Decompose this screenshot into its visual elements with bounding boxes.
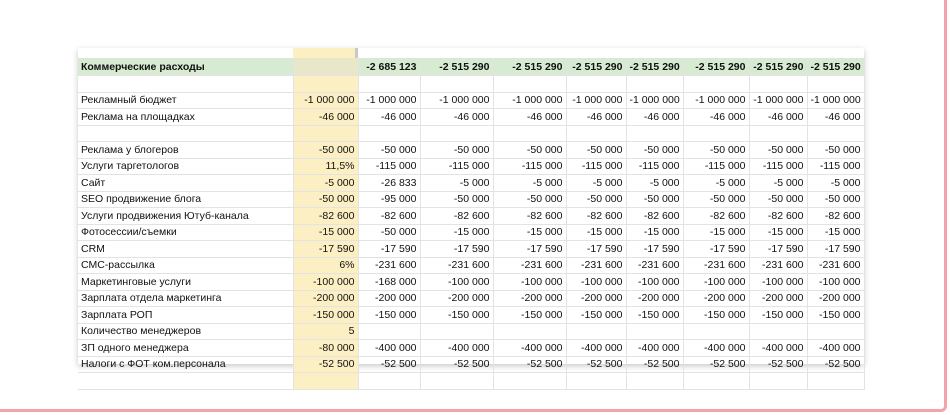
value-cell[interactable]: -15 000 — [683, 224, 749, 241]
input-cell[interactable]: -82 600 — [293, 208, 358, 225]
value-cell[interactable]: -1 000 000 — [749, 92, 807, 109]
table-row — [78, 323, 864, 340]
row-label-cell[interactable]: ЗП одного менеджера — [78, 340, 293, 357]
value-cell[interactable] — [807, 125, 864, 142]
value-cell[interactable]: -2 515 290 — [807, 58, 864, 76]
value-cell[interactable] — [358, 76, 420, 93]
table-row — [78, 109, 864, 126]
value-cell[interactable] — [807, 76, 864, 93]
table-row — [78, 356, 864, 373]
value-cell[interactable]: -46 000 — [358, 109, 420, 126]
value-cell[interactable]: -115 000 — [493, 158, 566, 175]
value-cell[interactable] — [358, 323, 420, 340]
value-cell[interactable]: -17 590 — [626, 241, 683, 258]
value-cell[interactable]: -200 000 — [749, 290, 807, 307]
value-cell[interactable]: -46 000 — [493, 109, 566, 126]
value-cell[interactable]: -50 000 — [749, 142, 807, 159]
section-title-cell[interactable]: Коммерческие расходы — [78, 58, 293, 76]
row-label-cell[interactable]: CRM — [78, 241, 293, 258]
value-cell[interactable]: -82 600 — [683, 208, 749, 225]
value-cell[interactable]: -46 000 — [807, 109, 864, 126]
value-cell[interactable]: -100 000 — [493, 274, 566, 291]
value-cell[interactable]: -82 600 — [493, 208, 566, 225]
value-cell[interactable]: -115 000 — [358, 158, 420, 175]
value-cell[interactable] — [420, 76, 493, 93]
input-cell[interactable]: -15 000 — [293, 224, 358, 241]
value-cell[interactable]: -46 000 — [566, 109, 626, 126]
value-cell[interactable]: -15 000 — [566, 224, 626, 241]
value-cell[interactable]: -100 000 — [807, 274, 864, 291]
expenses-table — [78, 58, 865, 390]
value-cell[interactable]: -400 000 — [683, 340, 749, 357]
value-cell[interactable] — [566, 125, 626, 142]
value-cell[interactable]: -2 515 290 — [493, 58, 566, 76]
row-label-cell[interactable]: СМС-рассылка — [78, 257, 293, 274]
value-cell[interactable]: -82 600 — [749, 208, 807, 225]
input-cell[interactable]: -50 000 — [293, 191, 358, 208]
value-cell[interactable]: -52 500 — [493, 356, 566, 373]
value-cell[interactable] — [626, 323, 683, 340]
value-cell[interactable]: -2 685 123 — [358, 58, 420, 76]
value-cell[interactable]: -231 600 — [358, 257, 420, 274]
table-row — [78, 340, 864, 357]
value-cell[interactable]: -150 000 — [626, 307, 683, 324]
value-cell[interactable]: -82 600 — [566, 208, 626, 225]
value-cell[interactable]: -82 600 — [420, 208, 493, 225]
value-cell[interactable]: -200 000 — [683, 290, 749, 307]
value-cell[interactable]: -50 000 — [566, 142, 626, 159]
value-cell[interactable] — [683, 323, 749, 340]
value-cell[interactable]: -231 600 — [683, 257, 749, 274]
value-cell[interactable]: -115 000 — [626, 158, 683, 175]
row-label-cell[interactable] — [78, 76, 293, 93]
value-cell[interactable]: -168 000 — [358, 274, 420, 291]
value-cell[interactable]: -200 000 — [420, 290, 493, 307]
value-cell[interactable] — [420, 323, 493, 340]
value-cell[interactable]: -82 600 — [358, 208, 420, 225]
value-cell[interactable]: -2 515 290 — [566, 58, 626, 76]
value-cell[interactable] — [420, 125, 493, 142]
value-cell[interactable] — [749, 323, 807, 340]
value-cell[interactable]: -231 600 — [807, 257, 864, 274]
value-cell[interactable]: -50 000 — [493, 142, 566, 159]
value-cell[interactable]: -46 000 — [749, 109, 807, 126]
value-cell[interactable]: -115 000 — [807, 158, 864, 175]
value-cell[interactable]: -5 000 — [683, 175, 749, 192]
value-cell[interactable]: -5 000 — [626, 175, 683, 192]
value-cell[interactable]: -100 000 — [420, 274, 493, 291]
value-cell[interactable]: -50 000 — [807, 142, 864, 159]
value-cell[interactable]: -46 000 — [683, 109, 749, 126]
value-cell[interactable]: -400 000 — [566, 340, 626, 357]
value-cell[interactable]: -1 000 000 — [493, 92, 566, 109]
value-cell[interactable] — [566, 76, 626, 93]
value-cell[interactable]: -15 000 — [807, 224, 864, 241]
value-cell[interactable]: -52 500 — [358, 356, 420, 373]
value-cell[interactable]: -5 000 — [493, 175, 566, 192]
row-label-cell[interactable]: Реклама на площадках — [78, 109, 293, 126]
table-row — [78, 125, 864, 142]
value-cell[interactable]: -50 000 — [420, 191, 493, 208]
value-cell[interactable]: -115 000 — [749, 158, 807, 175]
input-cell[interactable] — [293, 58, 358, 76]
value-cell[interactable]: -17 590 — [683, 241, 749, 258]
value-cell[interactable]: -150 000 — [358, 307, 420, 324]
value-cell[interactable]: -50 000 — [358, 224, 420, 241]
value-cell[interactable]: -52 500 — [626, 356, 683, 373]
value-cell[interactable]: -5 000 — [749, 175, 807, 192]
value-cell[interactable]: -15 000 — [626, 224, 683, 241]
value-cell[interactable]: -15 000 — [749, 224, 807, 241]
value-cell[interactable]: -231 600 — [749, 257, 807, 274]
input-cell[interactable] — [293, 373, 358, 390]
value-cell[interactable]: -150 000 — [493, 307, 566, 324]
row-label-cell[interactable]: Сайт — [78, 175, 293, 192]
input-cell[interactable]: -100 000 — [293, 274, 358, 291]
input-cell[interactable]: -5 000 — [293, 175, 358, 192]
value-cell[interactable] — [566, 373, 626, 390]
value-cell[interactable]: -50 000 — [358, 142, 420, 159]
value-cell[interactable]: -52 500 — [807, 356, 864, 373]
table-row — [78, 290, 864, 307]
input-cell[interactable]: 6% — [293, 257, 358, 274]
table-row — [78, 191, 864, 208]
table-row — [78, 257, 864, 274]
value-cell[interactable]: -50 000 — [683, 191, 749, 208]
value-cell[interactable]: -2 515 290 — [626, 58, 683, 76]
row-label-cell[interactable]: Реклама у блогеров — [78, 142, 293, 159]
value-cell[interactable]: -115 000 — [566, 158, 626, 175]
value-cell[interactable]: -50 000 — [626, 142, 683, 159]
value-cell[interactable]: -231 600 — [493, 257, 566, 274]
value-cell[interactable]: -50 000 — [493, 191, 566, 208]
value-cell[interactable]: -5 000 — [566, 175, 626, 192]
row-label-cell[interactable]: Зарплата отдела маркетинга — [78, 290, 293, 307]
value-cell[interactable]: -5 000 — [807, 175, 864, 192]
value-cell[interactable]: -82 600 — [626, 208, 683, 225]
row-label-cell[interactable]: Зарплата РОП — [78, 307, 293, 324]
value-cell[interactable]: -150 000 — [420, 307, 493, 324]
value-cell[interactable]: -50 000 — [626, 191, 683, 208]
value-cell[interactable] — [493, 373, 566, 390]
value-cell[interactable]: -50 000 — [749, 191, 807, 208]
value-cell[interactable]: -52 500 — [683, 356, 749, 373]
value-cell[interactable]: -17 590 — [420, 241, 493, 258]
input-cell[interactable]: -150 000 — [293, 307, 358, 324]
value-cell[interactable]: -50 000 — [683, 142, 749, 159]
value-cell[interactable]: -15 000 — [493, 224, 566, 241]
value-cell[interactable] — [683, 373, 749, 390]
spreadsheet-card — [78, 48, 864, 371]
value-cell[interactable]: -17 590 — [566, 241, 626, 258]
value-cell[interactable]: -2 515 290 — [420, 58, 493, 76]
table-row — [78, 158, 864, 175]
value-cell[interactable]: -100 000 — [626, 274, 683, 291]
table-row — [78, 175, 864, 192]
input-cell[interactable]: -80 000 — [293, 340, 358, 357]
input-cell[interactable] — [293, 125, 358, 142]
row-label-cell[interactable]: Маркетинговые услуги — [78, 274, 293, 291]
value-cell[interactable] — [420, 373, 493, 390]
row-label-cell[interactable] — [78, 125, 293, 142]
table-row — [78, 241, 864, 258]
value-cell[interactable]: -1 000 000 — [420, 92, 493, 109]
value-cell[interactable]: -100 000 — [749, 274, 807, 291]
value-cell[interactable]: -52 500 — [566, 356, 626, 373]
value-cell[interactable] — [749, 373, 807, 390]
value-cell[interactable]: -200 000 — [493, 290, 566, 307]
value-cell[interactable] — [807, 323, 864, 340]
value-cell[interactable]: -400 000 — [358, 340, 420, 357]
table-row — [78, 224, 864, 241]
value-cell[interactable]: -150 000 — [683, 307, 749, 324]
input-cell[interactable]: -1 000 000 — [293, 92, 358, 109]
value-cell[interactable]: -26 833 — [358, 175, 420, 192]
value-cell[interactable]: -150 000 — [749, 307, 807, 324]
value-cell[interactable]: -17 590 — [807, 241, 864, 258]
value-cell[interactable] — [626, 76, 683, 93]
table-row — [78, 208, 864, 225]
value-cell[interactable]: -15 000 — [420, 224, 493, 241]
value-cell[interactable]: -200 000 — [566, 290, 626, 307]
value-cell[interactable]: -400 000 — [749, 340, 807, 357]
table-row — [78, 274, 864, 291]
value-cell[interactable]: -200 000 — [358, 290, 420, 307]
value-cell[interactable]: -115 000 — [683, 158, 749, 175]
value-cell[interactable]: -46 000 — [626, 109, 683, 126]
value-cell[interactable]: -95 000 — [358, 191, 420, 208]
value-cell[interactable]: -2 515 290 — [683, 58, 749, 76]
value-cell[interactable] — [683, 76, 749, 93]
row-label-cell[interactable]: Услуги продвижения Ютуб-канала — [78, 208, 293, 225]
row-label-cell[interactable]: SEO продвижение блога — [78, 191, 293, 208]
value-cell[interactable] — [626, 373, 683, 390]
value-cell[interactable]: -17 590 — [493, 241, 566, 258]
input-cell[interactable]: 11,5% — [293, 158, 358, 175]
value-cell[interactable]: -50 000 — [420, 142, 493, 159]
input-cell[interactable]: -17 590 — [293, 241, 358, 258]
table-row — [78, 142, 864, 159]
value-cell[interactable] — [683, 125, 749, 142]
row-label-cell[interactable]: Налоги с ФОТ ком.персонала — [78, 356, 293, 373]
table-row — [78, 92, 864, 109]
value-cell[interactable]: -400 000 — [626, 340, 683, 357]
value-cell[interactable]: -200 000 — [626, 290, 683, 307]
input-cell[interactable]: -200 000 — [293, 290, 358, 307]
value-cell[interactable]: -231 600 — [626, 257, 683, 274]
value-cell[interactable]: -100 000 — [566, 274, 626, 291]
input-cell[interactable]: -50 000 — [293, 142, 358, 159]
table-body — [78, 58, 864, 389]
row-label-cell[interactable]: Количество менеджеров — [78, 323, 293, 340]
value-cell[interactable] — [358, 373, 420, 390]
value-cell[interactable]: -50 000 — [807, 191, 864, 208]
value-cell[interactable]: -100 000 — [683, 274, 749, 291]
value-cell[interactable]: -1 000 000 — [358, 92, 420, 109]
value-cell[interactable]: -150 000 — [807, 307, 864, 324]
value-cell[interactable] — [493, 323, 566, 340]
value-cell[interactable]: -46 000 — [420, 109, 493, 126]
value-cell[interactable]: -200 000 — [807, 290, 864, 307]
header-row — [78, 58, 864, 76]
row-label-cell[interactable]: Услуги таргетологов — [78, 158, 293, 175]
value-cell[interactable]: -400 000 — [493, 340, 566, 357]
value-cell[interactable]: -2 515 290 — [749, 58, 807, 76]
value-cell[interactable] — [749, 125, 807, 142]
row-label-cell[interactable]: Рекламный бюджет — [78, 92, 293, 109]
value-cell[interactable]: -150 000 — [566, 307, 626, 324]
value-cell[interactable]: -17 590 — [358, 241, 420, 258]
table-row — [78, 373, 864, 390]
value-cell[interactable] — [358, 125, 420, 142]
value-cell[interactable]: -231 600 — [420, 257, 493, 274]
value-cell[interactable]: -1 000 000 — [683, 92, 749, 109]
value-cell[interactable]: -400 000 — [807, 340, 864, 357]
value-cell[interactable]: -82 600 — [807, 208, 864, 225]
value-cell[interactable]: -1 000 000 — [566, 92, 626, 109]
input-column-top-fill — [293, 48, 358, 58]
row-label-cell[interactable]: Фотосессии/съемки — [78, 224, 293, 241]
input-cell[interactable] — [293, 76, 358, 93]
value-cell[interactable]: -17 590 — [749, 241, 807, 258]
table-row — [78, 76, 864, 93]
value-cell[interactable] — [493, 125, 566, 142]
value-cell[interactable] — [566, 323, 626, 340]
value-cell[interactable] — [749, 76, 807, 93]
value-cell[interactable]: -231 600 — [566, 257, 626, 274]
value-cell[interactable]: -5 000 — [420, 175, 493, 192]
input-cell[interactable]: -52 500 — [293, 356, 358, 373]
value-cell[interactable] — [626, 125, 683, 142]
table-row — [78, 307, 864, 324]
value-cell[interactable]: -50 000 — [566, 191, 626, 208]
value-cell[interactable]: -52 500 — [420, 356, 493, 373]
value-cell[interactable]: -52 500 — [749, 356, 807, 373]
value-cell[interactable] — [493, 76, 566, 93]
value-cell[interactable]: -1 000 000 — [626, 92, 683, 109]
value-cell[interactable] — [807, 373, 864, 390]
input-cell[interactable]: 5 — [293, 323, 358, 340]
value-cell[interactable]: -1 000 000 — [807, 92, 864, 109]
input-cell[interactable]: -46 000 — [293, 109, 358, 126]
value-cell[interactable]: -400 000 — [420, 340, 493, 357]
row-label-cell[interactable] — [78, 373, 293, 390]
value-cell[interactable]: -115 000 — [420, 158, 493, 175]
